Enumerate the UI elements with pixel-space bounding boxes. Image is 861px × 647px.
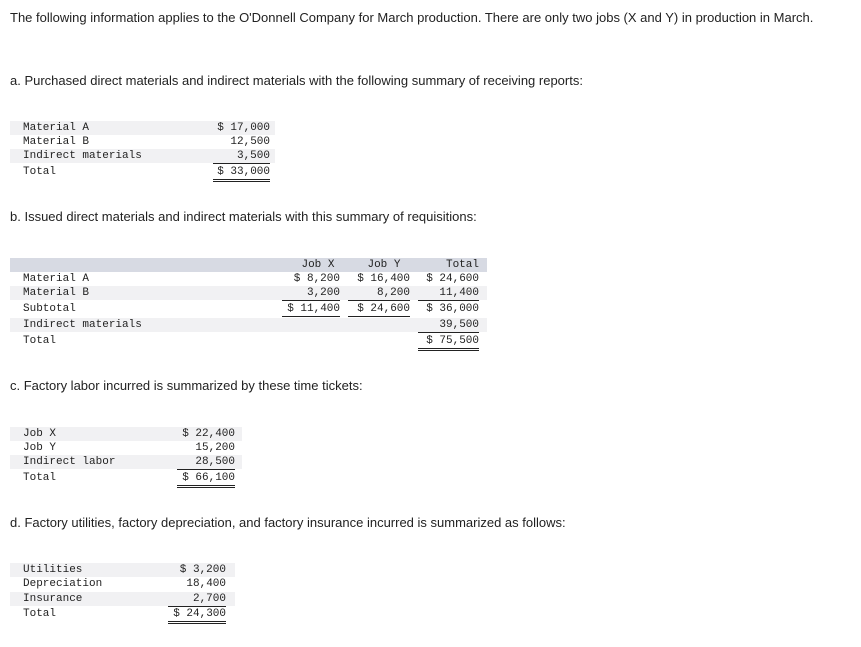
col-header-job-x: Job X — [301, 259, 335, 271]
row-label: Total — [23, 166, 57, 178]
row-label: Indirect materials — [23, 150, 142, 162]
table-row — [10, 427, 242, 441]
row-label: Material B — [23, 136, 90, 148]
row-label: Indirect materials — [23, 319, 142, 331]
row-label: Indirect labor — [23, 456, 116, 468]
table-row — [10, 121, 275, 135]
row-label: Job Y — [23, 442, 57, 454]
table-row — [10, 563, 235, 577]
table-row — [10, 149, 275, 163]
cell-total: $ 75,500 — [418, 334, 479, 351]
section-b-title: b. Issued direct materials and indirect materials with this summary of requisitions: — [10, 209, 477, 224]
row-label: Total — [23, 608, 57, 620]
section-c-title: c. Factory labor incurred is summarized by these time tickets: — [10, 378, 363, 393]
row-label: Material A — [23, 122, 90, 134]
table-row — [10, 577, 235, 591]
row-amount: $ 24,300 — [168, 607, 226, 624]
table-row — [10, 302, 487, 316]
table-row — [10, 165, 275, 179]
row-label: Total — [23, 335, 57, 347]
table-row — [10, 455, 242, 469]
col-header-total: Total — [445, 259, 479, 271]
cell-job-x: 3,200 — [282, 286, 340, 301]
cell-job-y: $ 24,600 — [348, 302, 410, 319]
row-amount: $ 3,200 — [179, 564, 226, 576]
cell-total: $ 24,600 — [426, 273, 479, 285]
table-row — [10, 607, 235, 621]
table-header-row — [10, 258, 487, 272]
row-label: Total — [23, 472, 57, 484]
row-amount: $ 17,000 — [217, 122, 270, 134]
row-amount: $ 22,400 — [182, 428, 235, 440]
row-label: Insurance — [23, 593, 83, 605]
row-amount: $ 33,000 — [213, 165, 270, 182]
row-label: Material A — [23, 273, 90, 285]
row-label: Depreciation — [23, 578, 103, 590]
row-amount: $ 66,100 — [177, 471, 235, 488]
table-row — [10, 441, 242, 455]
table-row — [10, 334, 487, 348]
table-row — [10, 135, 275, 149]
col-header-job-y: Job Y — [367, 259, 401, 271]
table-row — [10, 318, 487, 332]
row-label: Material B — [23, 287, 90, 299]
cell-job-y: $ 16,400 — [357, 273, 410, 285]
section-d-title: d. Factory utilities, factory depreciation, and factory insurance incurred is summarized as follows: — [10, 515, 566, 530]
row-label: Job X — [23, 428, 57, 440]
cell-total: $ 36,000 — [426, 303, 479, 315]
table-row — [10, 286, 487, 300]
table-row — [10, 592, 235, 606]
cell-job-y: 8,200 — [348, 286, 410, 301]
section-a-title: a. Purchased direct materials and indirect materials with the following summary of receiving reports: — [10, 73, 583, 88]
row-label: Utilities — [23, 564, 83, 576]
cell-job-x: $ 8,200 — [293, 273, 340, 285]
row-label: Subtotal — [23, 303, 76, 315]
row-amount: 3,500 — [213, 149, 270, 164]
cell-job-x: $ 11,400 — [282, 302, 340, 319]
row-amount: 12,500 — [230, 136, 270, 148]
row-amount: 15,200 — [195, 442, 235, 454]
row-amount: 28,500 — [177, 455, 235, 470]
row-amount: 18,400 — [186, 578, 226, 590]
row-amount: 2,700 — [168, 592, 226, 607]
cell-total: 39,500 — [418, 318, 479, 333]
intro-text: The following information applies to the O'Donnell Company for March production. There are only two jobs (X and Y) in production in March. — [10, 10, 814, 25]
table-row — [10, 471, 242, 485]
table-row — [10, 272, 487, 286]
cell-total: 11,400 — [418, 286, 479, 301]
